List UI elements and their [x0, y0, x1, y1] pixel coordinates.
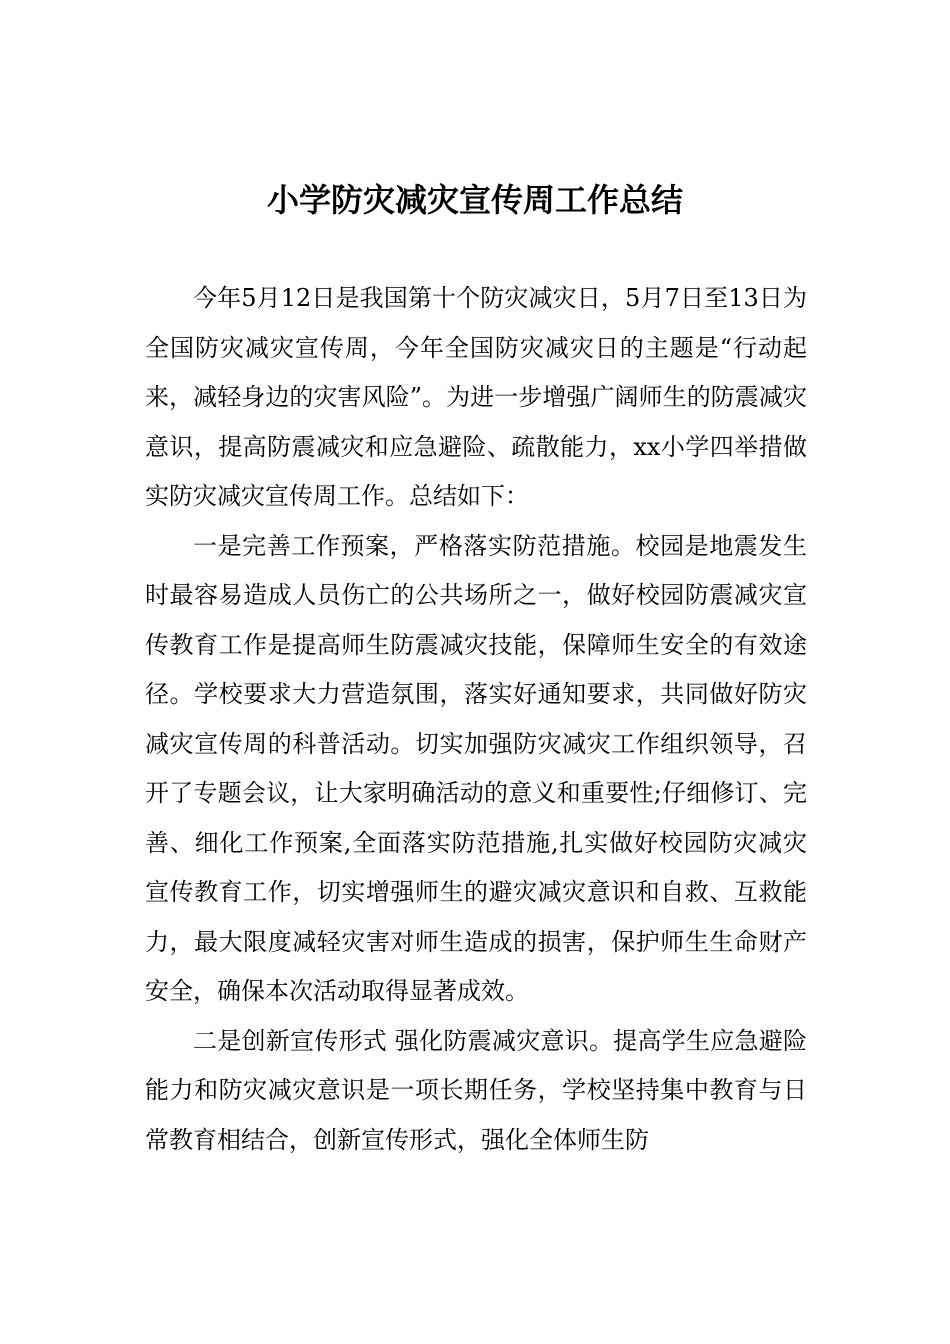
paragraph-measure-two: 二是创新宣传形式 强化防震减灾意识。提高学生应急避险能力和防灾减灾意识是一项长期任务，学校坚持集中教育与日常教育相结合，创新宣传形式，强化全体师生防 [145, 1026, 807, 1154]
document-title: 小学防灾减灾宣传周工作总结 [266, 181, 683, 219]
document-body [145, 274, 807, 1165]
paragraph-measure-one: 一是完善工作预案，严格落实防范措施。校园是地震发生时最容易造成人员伤亡的公共场所之一，做好校园防震减灾宣传教育工作是提高师生防震减灾技能，保障师生安全的有效途径。学校要求大力营造氛围，落实好通知要求，共同做好防灾减灾宣传周的科普活动。切实加强防灾减灾工作组织领导，召开了专题会议，让大家明确活动的意义和重要性;仔细修订、完善、细化工作预案,全面落实防范措施,扎实做好校园防灾减灾宣传教育工作，切实增强师生的避灾减灾意识和自救、互救能力，最大限度减轻灾害对师生造成的损害，保护师生生命财产安全，确保本次活动取得显著成效。 [145, 531, 807, 1005]
paragraph-intro: 今年5月12日是我国第十个防灾减灾日，5月7日至13日为全国防灾减灾宣传周，今年全国防灾减灾日的主题是“行动起来，减轻身边的灾害风险”。为进一步增强广阔师生的防震减灾意识，提高防震减灾和应急避险、疏散能力，xx小学四举措做实防灾减灾宣传周工作。总结如下： [145, 284, 807, 510]
